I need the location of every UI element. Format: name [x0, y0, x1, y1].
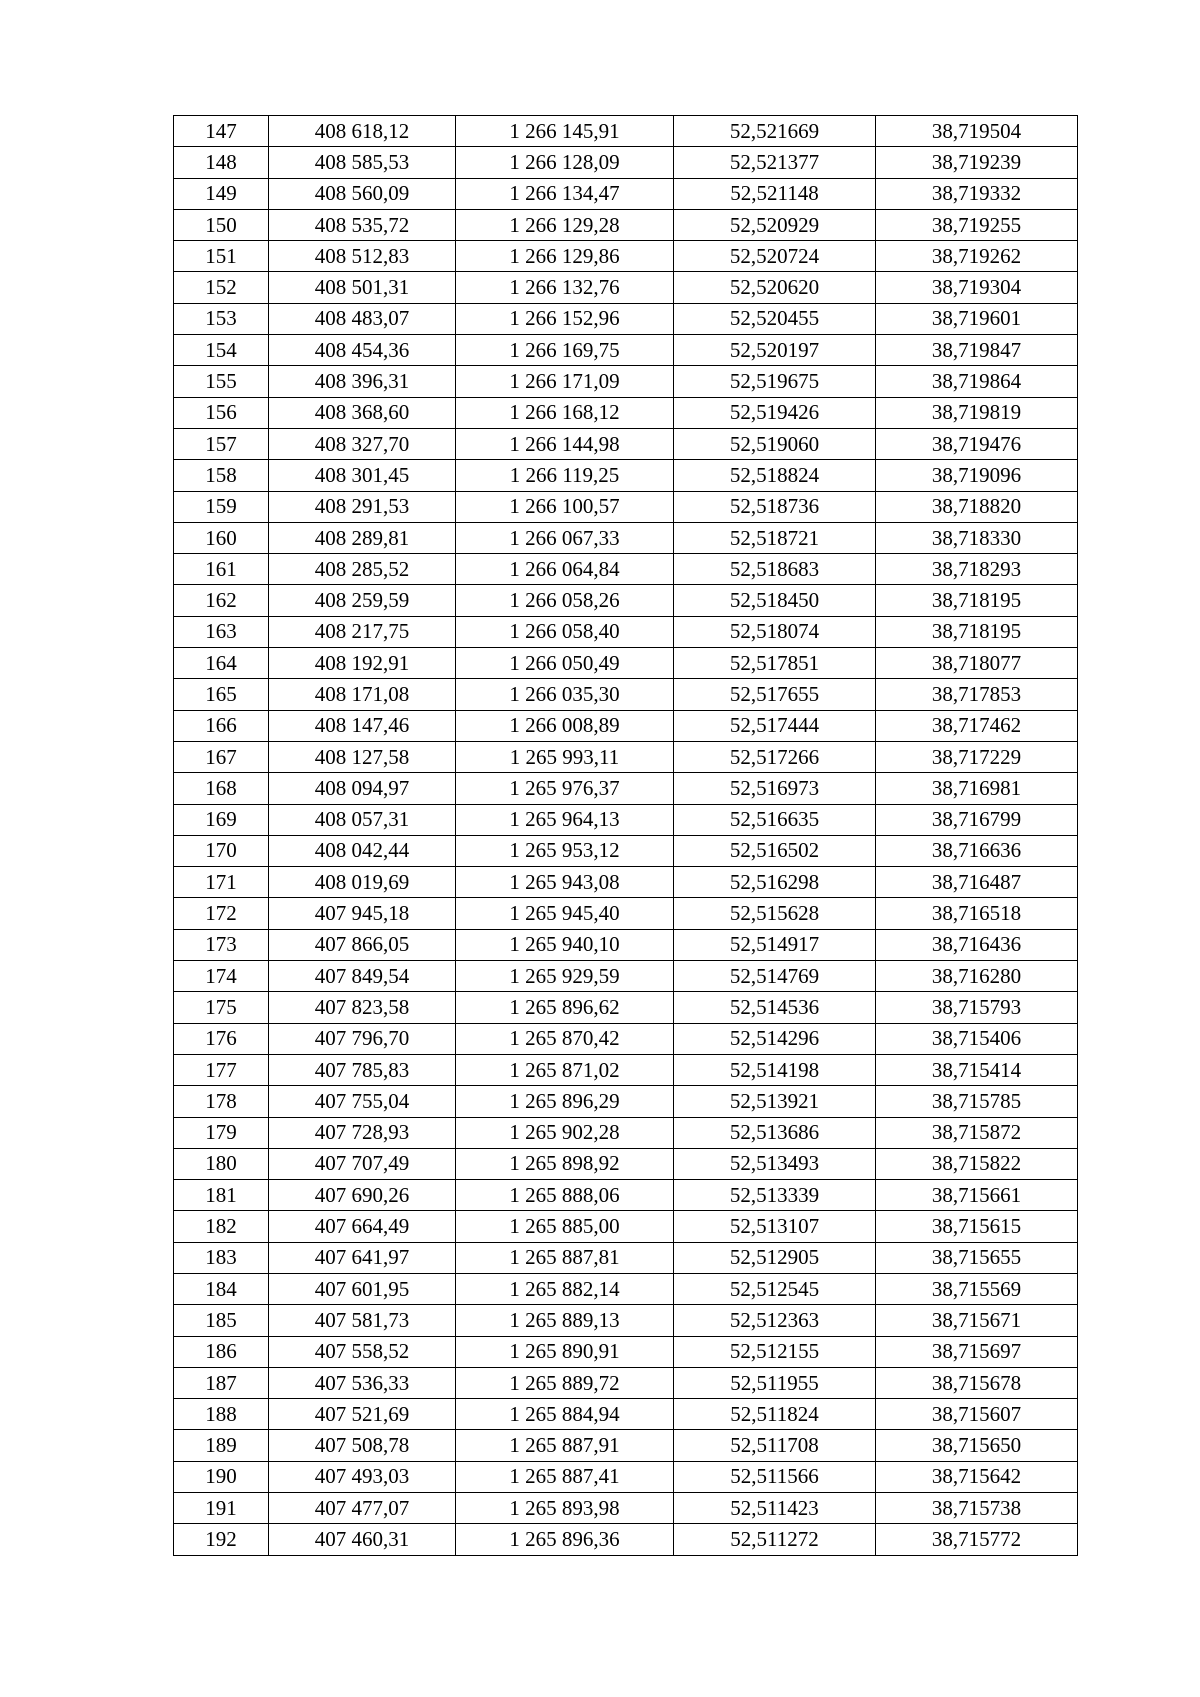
table-row — [174, 1148, 1078, 1179]
y-coordinate-cell: 1 266 145,91 — [456, 116, 674, 147]
y-coordinate-cell: 1 266 050,49 — [456, 648, 674, 679]
table-row — [174, 428, 1078, 459]
longitude-cell: 38,715678 — [876, 1367, 1078, 1398]
table-row — [174, 1054, 1078, 1085]
y-coordinate-cell: 1 266 134,47 — [456, 178, 674, 209]
y-coordinate-cell: 1 266 171,09 — [456, 366, 674, 397]
latitude-cell: 52,517444 — [674, 710, 876, 741]
point-number-cell: 178 — [174, 1086, 269, 1117]
x-coordinate-cell: 407 664,49 — [269, 1211, 456, 1242]
x-coordinate-cell: 407 641,97 — [269, 1242, 456, 1273]
latitude-cell: 52,520929 — [674, 209, 876, 240]
table-row — [174, 303, 1078, 334]
longitude-cell: 38,718195 — [876, 616, 1078, 647]
latitude-cell: 52,514917 — [674, 929, 876, 960]
y-coordinate-cell: 1 266 129,86 — [456, 241, 674, 272]
x-coordinate-cell: 407 477,07 — [269, 1493, 456, 1524]
table-row — [174, 585, 1078, 616]
y-coordinate-cell: 1 266 035,30 — [456, 679, 674, 710]
longitude-cell: 38,716280 — [876, 961, 1078, 992]
latitude-cell: 52,519675 — [674, 366, 876, 397]
longitude-cell: 38,717462 — [876, 710, 1078, 741]
table-row — [174, 366, 1078, 397]
x-coordinate-cell: 407 707,49 — [269, 1148, 456, 1179]
y-coordinate-cell: 1 266 152,96 — [456, 303, 674, 334]
longitude-cell: 38,719332 — [876, 178, 1078, 209]
x-coordinate-cell: 407 493,03 — [269, 1461, 456, 1492]
x-coordinate-cell: 408 512,83 — [269, 241, 456, 272]
x-coordinate-cell: 408 560,09 — [269, 178, 456, 209]
table-row — [174, 1242, 1078, 1273]
point-number-cell: 172 — [174, 898, 269, 929]
longitude-cell: 38,715406 — [876, 1023, 1078, 1054]
table-row — [174, 397, 1078, 428]
table-row — [174, 898, 1078, 929]
table-row — [174, 1493, 1078, 1524]
x-coordinate-cell: 408 483,07 — [269, 303, 456, 334]
longitude-cell: 38,715793 — [876, 992, 1078, 1023]
table-row — [174, 460, 1078, 491]
coordinates-table — [173, 115, 1078, 1556]
y-coordinate-cell: 1 265 976,37 — [456, 773, 674, 804]
point-number-cell: 164 — [174, 648, 269, 679]
longitude-cell: 38,719304 — [876, 272, 1078, 303]
y-coordinate-cell: 1 265 888,06 — [456, 1180, 674, 1211]
y-coordinate-cell: 1 265 896,62 — [456, 992, 674, 1023]
table-row — [174, 1211, 1078, 1242]
point-number-cell: 184 — [174, 1273, 269, 1304]
table-row — [174, 554, 1078, 585]
table-row — [174, 1524, 1078, 1555]
coordinates-table-body — [174, 116, 1078, 1556]
table-row — [174, 1336, 1078, 1367]
x-coordinate-cell: 407 460,31 — [269, 1524, 456, 1555]
longitude-cell: 38,719239 — [876, 147, 1078, 178]
longitude-cell: 38,718820 — [876, 491, 1078, 522]
latitude-cell: 52,520724 — [674, 241, 876, 272]
longitude-cell: 38,715697 — [876, 1336, 1078, 1367]
point-number-cell: 152 — [174, 272, 269, 303]
longitude-cell: 38,715772 — [876, 1524, 1078, 1555]
latitude-cell: 52,512545 — [674, 1273, 876, 1304]
x-coordinate-cell: 407 755,04 — [269, 1086, 456, 1117]
table-row — [174, 147, 1078, 178]
latitude-cell: 52,519426 — [674, 397, 876, 428]
latitude-cell: 52,512905 — [674, 1242, 876, 1273]
y-coordinate-cell: 1 266 119,25 — [456, 460, 674, 491]
y-coordinate-cell: 1 265 871,02 — [456, 1054, 674, 1085]
x-coordinate-cell: 407 785,83 — [269, 1054, 456, 1085]
y-coordinate-cell: 1 266 168,12 — [456, 397, 674, 428]
point-number-cell: 189 — [174, 1430, 269, 1461]
latitude-cell: 52,516298 — [674, 867, 876, 898]
y-coordinate-cell: 1 265 885,00 — [456, 1211, 674, 1242]
x-coordinate-cell: 407 945,18 — [269, 898, 456, 929]
table-row — [174, 1086, 1078, 1117]
point-number-cell: 181 — [174, 1180, 269, 1211]
longitude-cell: 38,719601 — [876, 303, 1078, 334]
longitude-cell: 38,717229 — [876, 741, 1078, 772]
table-row — [174, 522, 1078, 553]
point-number-cell: 175 — [174, 992, 269, 1023]
table-row — [174, 773, 1078, 804]
y-coordinate-cell: 1 265 898,92 — [456, 1148, 674, 1179]
longitude-cell: 38,715569 — [876, 1273, 1078, 1304]
longitude-cell: 38,719262 — [876, 241, 1078, 272]
point-number-cell: 186 — [174, 1336, 269, 1367]
y-coordinate-cell: 1 265 893,98 — [456, 1493, 674, 1524]
point-number-cell: 170 — [174, 835, 269, 866]
point-number-cell: 150 — [174, 209, 269, 240]
latitude-cell: 52,511272 — [674, 1524, 876, 1555]
table-row — [174, 272, 1078, 303]
y-coordinate-cell: 1 265 889,13 — [456, 1305, 674, 1336]
point-number-cell: 169 — [174, 804, 269, 835]
table-row — [174, 679, 1078, 710]
latitude-cell: 52,518824 — [674, 460, 876, 491]
y-coordinate-cell: 1 265 896,36 — [456, 1524, 674, 1555]
latitude-cell: 52,514769 — [674, 961, 876, 992]
latitude-cell: 52,511423 — [674, 1493, 876, 1524]
longitude-cell: 38,719864 — [876, 366, 1078, 397]
x-coordinate-cell: 408 259,59 — [269, 585, 456, 616]
latitude-cell: 52,513493 — [674, 1148, 876, 1179]
point-number-cell: 173 — [174, 929, 269, 960]
table-row — [174, 209, 1078, 240]
latitude-cell: 52,521148 — [674, 178, 876, 209]
latitude-cell: 52,518450 — [674, 585, 876, 616]
x-coordinate-cell: 408 042,44 — [269, 835, 456, 866]
x-coordinate-cell: 408 585,53 — [269, 147, 456, 178]
x-coordinate-cell: 407 536,33 — [269, 1367, 456, 1398]
x-coordinate-cell: 408 618,12 — [269, 116, 456, 147]
longitude-cell: 38,715738 — [876, 1493, 1078, 1524]
point-number-cell: 179 — [174, 1117, 269, 1148]
longitude-cell: 38,718077 — [876, 648, 1078, 679]
longitude-cell: 38,715607 — [876, 1399, 1078, 1430]
longitude-cell: 38,719504 — [876, 116, 1078, 147]
x-coordinate-cell: 408 327,70 — [269, 428, 456, 459]
table-row — [174, 1399, 1078, 1430]
longitude-cell: 38,715822 — [876, 1148, 1078, 1179]
latitude-cell: 52,511566 — [674, 1461, 876, 1492]
point-number-cell: 148 — [174, 147, 269, 178]
point-number-cell: 190 — [174, 1461, 269, 1492]
longitude-cell: 38,715642 — [876, 1461, 1078, 1492]
table-row — [174, 1023, 1078, 1054]
x-coordinate-cell: 408 501,31 — [269, 272, 456, 303]
latitude-cell: 52,518721 — [674, 522, 876, 553]
y-coordinate-cell: 1 265 884,94 — [456, 1399, 674, 1430]
x-coordinate-cell: 408 454,36 — [269, 335, 456, 366]
longitude-cell: 38,715785 — [876, 1086, 1078, 1117]
y-coordinate-cell: 1 265 902,28 — [456, 1117, 674, 1148]
latitude-cell: 52,514296 — [674, 1023, 876, 1054]
longitude-cell: 38,715650 — [876, 1430, 1078, 1461]
x-coordinate-cell: 407 508,78 — [269, 1430, 456, 1461]
point-number-cell: 154 — [174, 335, 269, 366]
point-number-cell: 161 — [174, 554, 269, 585]
latitude-cell: 52,517266 — [674, 741, 876, 772]
x-coordinate-cell: 407 866,05 — [269, 929, 456, 960]
latitude-cell: 52,511708 — [674, 1430, 876, 1461]
x-coordinate-cell: 407 796,70 — [269, 1023, 456, 1054]
latitude-cell: 52,513339 — [674, 1180, 876, 1211]
table-row — [174, 741, 1078, 772]
table-row — [174, 835, 1078, 866]
x-coordinate-cell: 408 217,75 — [269, 616, 456, 647]
x-coordinate-cell: 408 127,58 — [269, 741, 456, 772]
table-row — [174, 867, 1078, 898]
latitude-cell: 52,514198 — [674, 1054, 876, 1085]
latitude-cell: 52,514536 — [674, 992, 876, 1023]
x-coordinate-cell: 408 192,91 — [269, 648, 456, 679]
x-coordinate-cell: 407 601,95 — [269, 1273, 456, 1304]
table-row — [174, 1117, 1078, 1148]
x-coordinate-cell: 408 535,72 — [269, 209, 456, 240]
y-coordinate-cell: 1 266 129,28 — [456, 209, 674, 240]
longitude-cell: 38,715414 — [876, 1054, 1078, 1085]
x-coordinate-cell: 408 285,52 — [269, 554, 456, 585]
table-row — [174, 335, 1078, 366]
x-coordinate-cell: 407 823,58 — [269, 992, 456, 1023]
table-row — [174, 616, 1078, 647]
latitude-cell: 52,515628 — [674, 898, 876, 929]
longitude-cell: 38,718195 — [876, 585, 1078, 616]
table-row — [174, 178, 1078, 209]
x-coordinate-cell: 407 558,52 — [269, 1336, 456, 1367]
longitude-cell: 38,719255 — [876, 209, 1078, 240]
table-row — [174, 961, 1078, 992]
x-coordinate-cell: 407 849,54 — [269, 961, 456, 992]
latitude-cell: 52,520197 — [674, 335, 876, 366]
table-row — [174, 710, 1078, 741]
y-coordinate-cell: 1 265 945,40 — [456, 898, 674, 929]
x-coordinate-cell: 407 521,69 — [269, 1399, 456, 1430]
y-coordinate-cell: 1 266 008,89 — [456, 710, 674, 741]
y-coordinate-cell: 1 266 058,26 — [456, 585, 674, 616]
y-coordinate-cell: 1 265 889,72 — [456, 1367, 674, 1398]
latitude-cell: 52,513921 — [674, 1086, 876, 1117]
latitude-cell: 52,516973 — [674, 773, 876, 804]
x-coordinate-cell: 407 690,26 — [269, 1180, 456, 1211]
latitude-cell: 52,518736 — [674, 491, 876, 522]
y-coordinate-cell: 1 265 870,42 — [456, 1023, 674, 1054]
latitude-cell: 52,512363 — [674, 1305, 876, 1336]
point-number-cell: 158 — [174, 460, 269, 491]
y-coordinate-cell: 1 266 128,09 — [456, 147, 674, 178]
table-row — [174, 648, 1078, 679]
point-number-cell: 153 — [174, 303, 269, 334]
longitude-cell: 38,719476 — [876, 428, 1078, 459]
point-number-cell: 167 — [174, 741, 269, 772]
x-coordinate-cell: 408 147,46 — [269, 710, 456, 741]
longitude-cell: 38,716487 — [876, 867, 1078, 898]
longitude-cell: 38,716636 — [876, 835, 1078, 866]
latitude-cell: 52,513107 — [674, 1211, 876, 1242]
table-row — [174, 992, 1078, 1023]
y-coordinate-cell: 1 265 993,11 — [456, 741, 674, 772]
latitude-cell: 52,517655 — [674, 679, 876, 710]
latitude-cell: 52,518683 — [674, 554, 876, 585]
table-row — [174, 1367, 1078, 1398]
point-number-cell: 160 — [174, 522, 269, 553]
longitude-cell: 38,719096 — [876, 460, 1078, 491]
latitude-cell: 52,520620 — [674, 272, 876, 303]
point-number-cell: 188 — [174, 1399, 269, 1430]
y-coordinate-cell: 1 266 169,75 — [456, 335, 674, 366]
latitude-cell: 52,518074 — [674, 616, 876, 647]
longitude-cell: 38,715661 — [876, 1180, 1078, 1211]
longitude-cell: 38,715655 — [876, 1242, 1078, 1273]
longitude-cell: 38,715671 — [876, 1305, 1078, 1336]
point-number-cell: 180 — [174, 1148, 269, 1179]
y-coordinate-cell: 1 265 882,14 — [456, 1273, 674, 1304]
x-coordinate-cell: 408 291,53 — [269, 491, 456, 522]
point-number-cell: 155 — [174, 366, 269, 397]
y-coordinate-cell: 1 265 887,91 — [456, 1430, 674, 1461]
point-number-cell: 159 — [174, 491, 269, 522]
y-coordinate-cell: 1 265 953,12 — [456, 835, 674, 866]
y-coordinate-cell: 1 266 132,76 — [456, 272, 674, 303]
y-coordinate-cell: 1 266 100,57 — [456, 491, 674, 522]
point-number-cell: 185 — [174, 1305, 269, 1336]
x-coordinate-cell: 408 301,45 — [269, 460, 456, 491]
point-number-cell: 157 — [174, 428, 269, 459]
point-number-cell: 191 — [174, 1493, 269, 1524]
point-number-cell: 165 — [174, 679, 269, 710]
point-number-cell: 182 — [174, 1211, 269, 1242]
x-coordinate-cell: 408 368,60 — [269, 397, 456, 428]
x-coordinate-cell: 408 289,81 — [269, 522, 456, 553]
table-row — [174, 1461, 1078, 1492]
point-number-cell: 151 — [174, 241, 269, 272]
longitude-cell: 38,718293 — [876, 554, 1078, 585]
latitude-cell: 52,511955 — [674, 1367, 876, 1398]
longitude-cell: 38,716981 — [876, 773, 1078, 804]
table-row — [174, 491, 1078, 522]
x-coordinate-cell: 408 171,08 — [269, 679, 456, 710]
point-number-cell: 177 — [174, 1054, 269, 1085]
table-row — [174, 1180, 1078, 1211]
y-coordinate-cell: 1 265 929,59 — [456, 961, 674, 992]
table-row — [174, 1305, 1078, 1336]
x-coordinate-cell: 408 019,69 — [269, 867, 456, 898]
longitude-cell: 38,716518 — [876, 898, 1078, 929]
latitude-cell: 52,511824 — [674, 1399, 876, 1430]
y-coordinate-cell: 1 266 058,40 — [456, 616, 674, 647]
latitude-cell: 52,519060 — [674, 428, 876, 459]
x-coordinate-cell: 407 728,93 — [269, 1117, 456, 1148]
table-row — [174, 241, 1078, 272]
point-number-cell: 163 — [174, 616, 269, 647]
point-number-cell: 183 — [174, 1242, 269, 1273]
point-number-cell: 162 — [174, 585, 269, 616]
y-coordinate-cell: 1 265 943,08 — [456, 867, 674, 898]
table-row — [174, 1430, 1078, 1461]
latitude-cell: 52,520455 — [674, 303, 876, 334]
x-coordinate-cell: 408 094,97 — [269, 773, 456, 804]
y-coordinate-cell: 1 265 940,10 — [456, 929, 674, 960]
point-number-cell: 147 — [174, 116, 269, 147]
point-number-cell: 171 — [174, 867, 269, 898]
y-coordinate-cell: 1 266 064,84 — [456, 554, 674, 585]
point-number-cell: 176 — [174, 1023, 269, 1054]
y-coordinate-cell: 1 265 887,41 — [456, 1461, 674, 1492]
table-row — [174, 929, 1078, 960]
table-row — [174, 116, 1078, 147]
longitude-cell: 38,715872 — [876, 1117, 1078, 1148]
longitude-cell: 38,719847 — [876, 335, 1078, 366]
longitude-cell: 38,716436 — [876, 929, 1078, 960]
latitude-cell: 52,513686 — [674, 1117, 876, 1148]
latitude-cell: 52,516635 — [674, 804, 876, 835]
longitude-cell: 38,717853 — [876, 679, 1078, 710]
point-number-cell: 168 — [174, 773, 269, 804]
latitude-cell: 52,512155 — [674, 1336, 876, 1367]
point-number-cell: 192 — [174, 1524, 269, 1555]
y-coordinate-cell: 1 265 896,29 — [456, 1086, 674, 1117]
x-coordinate-cell: 408 057,31 — [269, 804, 456, 835]
table-row — [174, 1273, 1078, 1304]
x-coordinate-cell: 408 396,31 — [269, 366, 456, 397]
latitude-cell: 52,517851 — [674, 648, 876, 679]
longitude-cell: 38,715615 — [876, 1211, 1078, 1242]
longitude-cell: 38,718330 — [876, 522, 1078, 553]
table-row — [174, 804, 1078, 835]
y-coordinate-cell: 1 266 144,98 — [456, 428, 674, 459]
point-number-cell: 149 — [174, 178, 269, 209]
latitude-cell: 52,521669 — [674, 116, 876, 147]
y-coordinate-cell: 1 266 067,33 — [456, 522, 674, 553]
longitude-cell: 38,716799 — [876, 804, 1078, 835]
latitude-cell: 52,521377 — [674, 147, 876, 178]
y-coordinate-cell: 1 265 890,91 — [456, 1336, 674, 1367]
y-coordinate-cell: 1 265 887,81 — [456, 1242, 674, 1273]
point-number-cell: 156 — [174, 397, 269, 428]
point-number-cell: 187 — [174, 1367, 269, 1398]
latitude-cell: 52,516502 — [674, 835, 876, 866]
point-number-cell: 174 — [174, 961, 269, 992]
y-coordinate-cell: 1 265 964,13 — [456, 804, 674, 835]
longitude-cell: 38,719819 — [876, 397, 1078, 428]
point-number-cell: 166 — [174, 710, 269, 741]
x-coordinate-cell: 407 581,73 — [269, 1305, 456, 1336]
